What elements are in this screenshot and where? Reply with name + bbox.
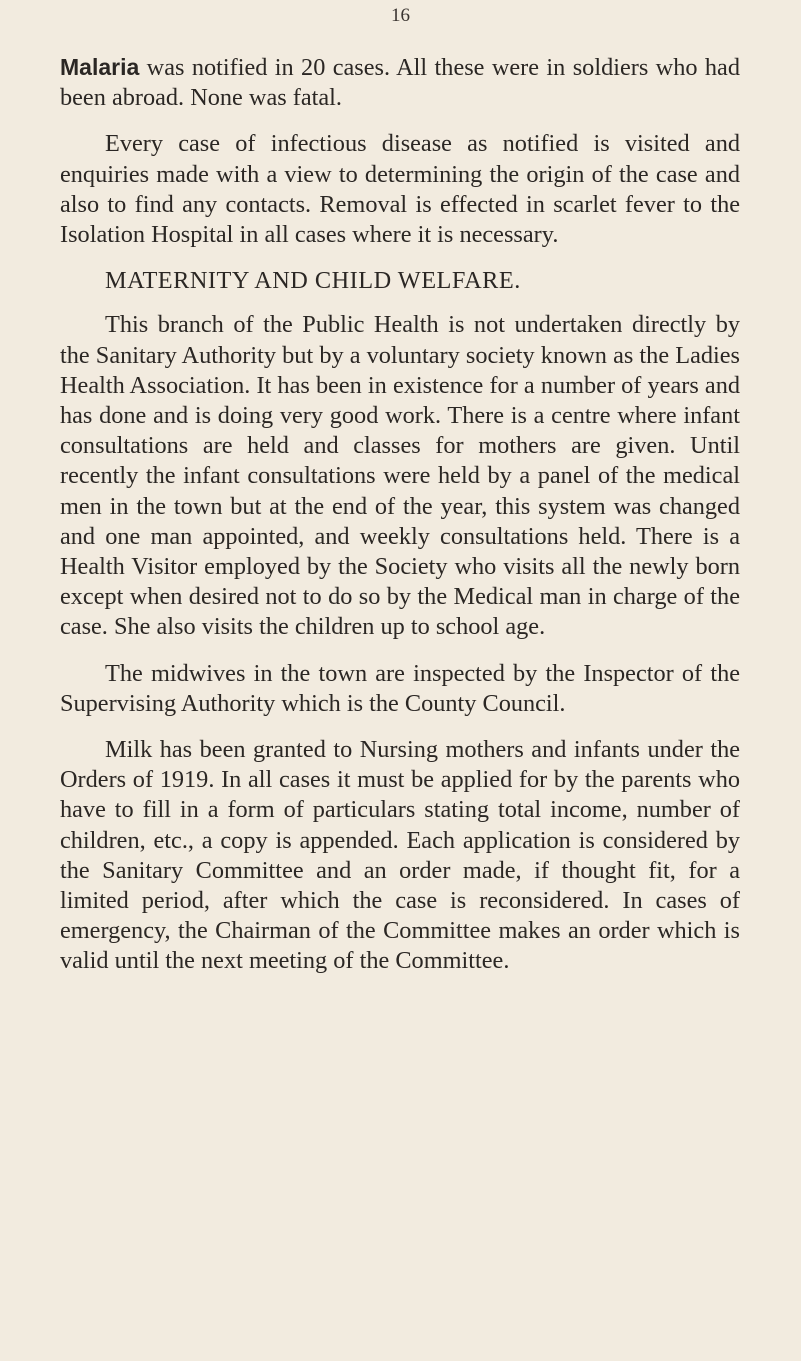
- section-heading: MATERNITY AND CHILD WELFARE.: [105, 267, 521, 295]
- malaria-paragraph: [60, 52, 740, 113]
- infectious-disease-paragraph: Every case of infectious disease as notified is visited and enquiries made with a view to determining the origin of the case and also to find any contacts. Removal is effected in scarlet fever to the Isolation Hospital in all cases where it is necessary.: [60, 130, 740, 249]
- page-number: 16: [391, 5, 410, 26]
- page-body: [60, 52, 740, 993]
- milk-paragraph: Milk has been granted to Nursing mothers and infants under the Orders of 1919. In all cases it must be applied for by the parents who have to fill in a form of particulars stating total income, number of children, etc., a copy is appended. Each application is considered by the Sanitary Committee and an order made, if thought fit, for a limited period, after which the case is reconsidered. In cases of emergency, the Chairman of the Committee makes an order which is valid until the next meeting of the Committee.: [60, 736, 740, 975]
- malaria-lead-word: Malaria: [60, 54, 140, 80]
- malaria-text: was notified in 20 cases. All these were in soldiers who had been abroad. None was fatal.: [60, 54, 740, 112]
- midwives-paragraph: The midwives in the town are inspected by the Inspector of the Supervising Authority which is the County Council.: [60, 659, 740, 717]
- welfare-paragraph: This branch of the Public Health is not undertaken directly by the Sanitary Authority but by a voluntary society known as the Ladies Health Association. It has been in existence for a number of years and has done and is doing very good work. There is a centre where infant consultations are held and classes for mothers are given. Until recently the infant consultations were held by a panel of the medical men in the town but at the end of the year, this system was changed and one man appointed, and weekly consultations held. There is a Health Visitor employed by the Society who visits all the newly born except when desired not to do so by the Medical man in charge of the case. She also visits the children up to school age.: [60, 311, 740, 641]
